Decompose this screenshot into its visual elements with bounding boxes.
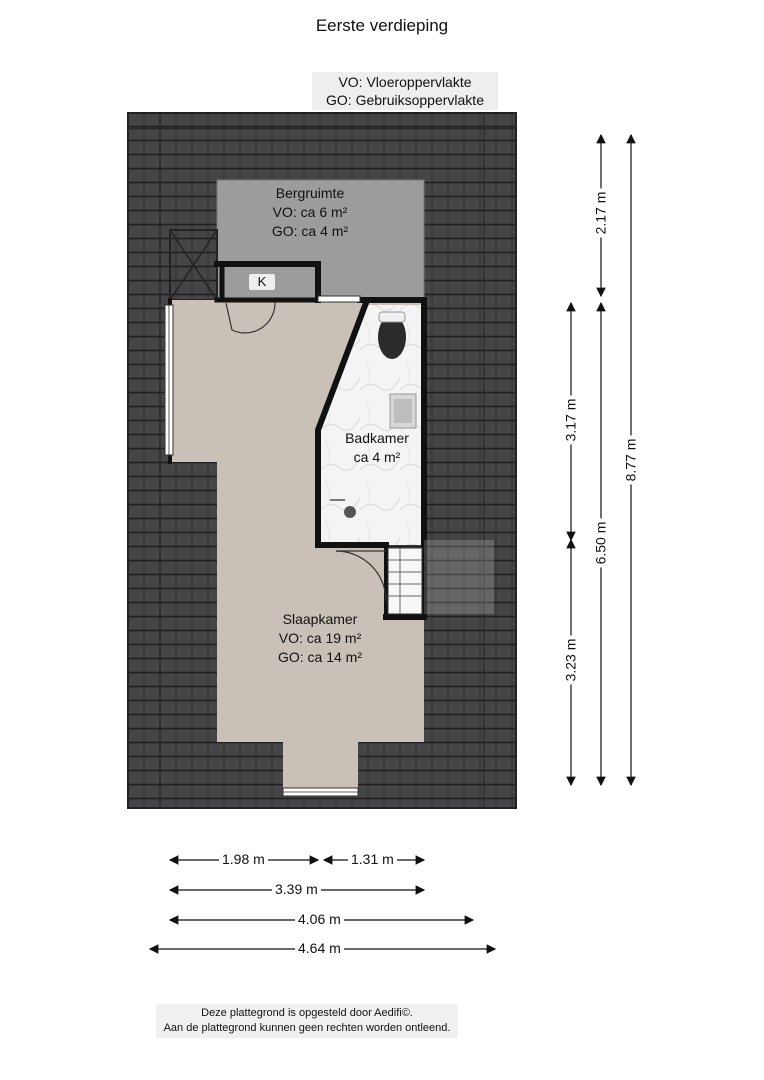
dim-3-23: 3.23 m [562,636,578,685]
dim-4-64: 4.64 m [295,940,344,956]
storage-room-go: GO: ca 4 m² [271,223,349,239]
dim-6-50: 6.50 m [592,519,608,568]
floor-title: Eerste verdieping [315,16,449,35]
dim-3-39: 3.39 m [272,881,321,897]
storage-room-name: Bergruimte [275,185,345,201]
bathroom-area: ca 4 m² [353,449,401,465]
stairs [388,548,422,614]
dim-1-31: 1.31 m [348,851,397,867]
disclaimer [156,1004,458,1038]
disclaimer-line-1: Deze plattegrond is opgesteld door Aedifi©. [201,1007,413,1019]
shower-head [344,506,356,518]
bedroom-name: Slaapkamer [282,611,358,627]
disclaimer-line-2: Aan de plattegrond kunnen geen rechten worden ontleend. [163,1022,451,1034]
bedroom-vo: VO: ca 19 m² [278,630,362,646]
bathroom-label [322,429,432,467]
closet-label: K [249,274,275,290]
bedroom-go: GO: ca 14 m² [277,649,363,665]
storage-room-vo: VO: ca 6 m² [272,204,348,220]
bedroom-label [255,610,385,667]
bathroom-name: Badkamer [345,430,409,446]
legend-go: GO: Gebruiksoppervlakte [326,92,484,108]
dim-1-98: 1.98 m [219,851,268,867]
dim-4-06: 4.06 m [295,911,344,927]
dim-8-77: 8.77 m [622,436,638,485]
dim-2-17: 2.17 m [592,189,608,238]
dim-3-17: 3.17 m [562,396,578,445]
storage-room-label [245,184,375,241]
legend-vo: VO: Vloeroppervlakte [338,74,472,90]
